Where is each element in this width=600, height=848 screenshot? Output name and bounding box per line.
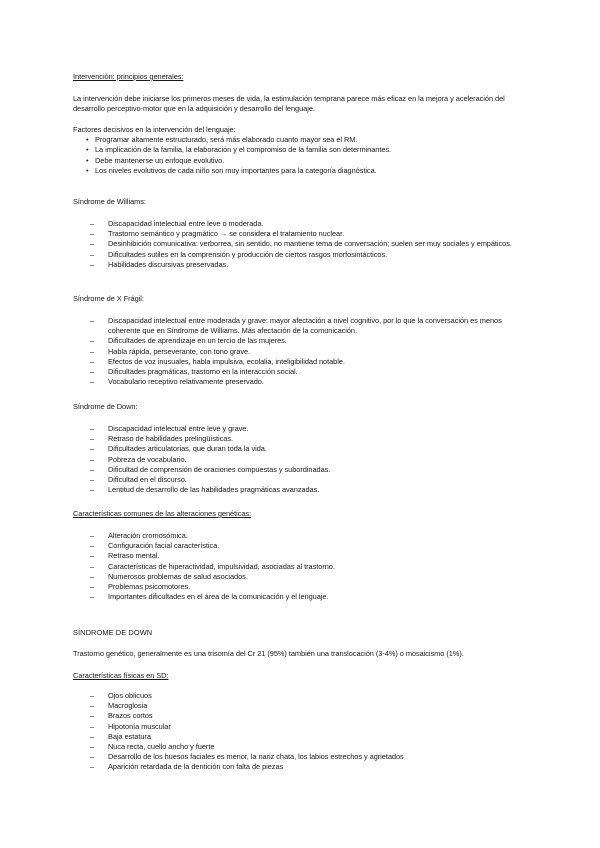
- list-item: • Debe mantenerse un enfoque evolutivo.: [73, 156, 523, 166]
- list-item: – Importantes dificultades en el área de la comunicación y el lenguaje.: [73, 592, 523, 602]
- xfragil-list-block: [73, 316, 523, 387]
- common-block: [73, 509, 523, 519]
- list-item: – Retraso mental.: [73, 551, 523, 561]
- list-item: – Brazos cortos: [73, 711, 523, 721]
- list-item: – Configuración facial característica.: [73, 541, 523, 551]
- common-list: [73, 531, 523, 602]
- list-item: – Habla rápida, perseverante, con tono grave.: [73, 347, 523, 357]
- down-block: [73, 402, 523, 412]
- common-list-block: [73, 531, 523, 602]
- intervention-title: Intervención: principios generales:: [73, 72, 184, 81]
- list-item: – Vocabulario receptivo relativamente preservado.: [73, 377, 523, 387]
- list-item: – Pobreza de vocabulario.: [73, 455, 523, 465]
- intervention-title-block: [73, 72, 523, 82]
- list-item: – Discapacidad intelectual entre leve o moderada.: [73, 219, 523, 229]
- williams-list: [73, 219, 523, 270]
- list-item: – Alteración cromosómica.: [73, 531, 523, 541]
- sd-features-title-block: [73, 671, 523, 681]
- list-item: – Retraso de habilidades prelingüísticas.: [73, 434, 523, 444]
- list-item: – Habilidades discursivas preservadas.: [73, 260, 523, 270]
- list-item: – Ojos oblicuos: [73, 691, 523, 701]
- sd-title: SÍNDROME DE DOWN: [73, 628, 153, 637]
- intervention-paragraph-block: [73, 94, 523, 114]
- down-list-block: [73, 424, 523, 495]
- list-item: – Hipotonía muscular: [73, 722, 523, 732]
- down-title: Síndrome de Down:: [73, 402, 138, 411]
- intervention-paragraph: La intervención debe iniciarse los primeros meses de vida, la estimulación temprana parece más eficaz en la mejora y aceleración del desarrollo perceptivo-motor que en la adquisición y desarrollo del lenguaje.: [73, 94, 505, 114]
- list-item: • Programar altamente estructurado, será más elaborado cuanto mayor sea el RM.: [73, 135, 523, 145]
- list-item: – Lentitud de desarrollo de las habilidades pragmáticas avanzadas.: [73, 485, 523, 495]
- common-title: Características comunes de las alteraciones genéticas:: [73, 509, 252, 518]
- list-item: – Problemas psicomotores.: [73, 582, 523, 592]
- down-list: [73, 424, 523, 495]
- list-item: • Los niveles evolutivos de cada niño son muy importantes para la categoría diagnóstica.: [73, 166, 523, 176]
- factors-title: Factores decisivos en la intervención del lenguaje:: [73, 125, 236, 134]
- sd-features-list-block: [73, 691, 523, 773]
- list-item: – Baja estatura: [73, 732, 523, 742]
- xfragil-title: Síndrome de X Frágil:: [73, 294, 144, 303]
- list-item: – Nuca recta, cuello ancho y fuerte: [73, 742, 523, 752]
- sd-features-title: Características físicas en SD:: [73, 671, 169, 680]
- factors-list: [73, 135, 523, 176]
- williams-list-block: [73, 219, 523, 270]
- list-item: – Macroglosia: [73, 701, 523, 711]
- list-item: – Dificultades sutiles en la comprensión y producción de ciertos rasgos morfosintácticos.: [73, 250, 523, 260]
- list-item: – Características de hiperactividad, impulsividad, asociadas al trastorno.: [73, 562, 523, 572]
- list-item: – Dificultades articulatorias, que duran toda la vida.: [73, 444, 523, 454]
- sd-paragraph: Trastorno genético, generalmente es una trisomía del Cr 21 (95%) también una translocación (3-4%) o mosaicismo (1%).: [73, 649, 464, 658]
- list-item: – Dificultades de aprendizaje en un tercio de las mujeres.: [73, 336, 523, 346]
- list-item: – Numerosos problemas de salud asociados.: [73, 572, 523, 582]
- list-item: – Desinhibición comunicativa: verborrea, sin sentido, no mantiene tema de conversación; suelen ser muy sociales y empáticos.: [73, 239, 523, 249]
- list-item: – Discapacidad intelectual entre moderada y grave: mayor afectación a nivel cognitivo, por lo que la conversación es menos coherente que en Síndrome de Williams. Más afectación de la comunicación.: [73, 316, 523, 336]
- list-item: – Efectos de voz inusuales, habla impulsiva, ecolalia, inteligibilidad notable.: [73, 357, 523, 367]
- list-item: – Discapacidad intelectual entre leve y grave.: [73, 424, 523, 434]
- list-item: – Dificultades pragmáticas, trastorno en la interacción social.: [73, 367, 523, 377]
- list-item: – Aparición retardada de la dentición con falta de piezas: [73, 762, 523, 772]
- list-item: – Dificultad de comprensión de oraciones compuestas y subordinadas.: [73, 465, 523, 475]
- list-item: – Desarrollo de los huesos faciales es menor, la nariz chata, los labios estrechos y agrietados: [73, 752, 523, 762]
- sd-paragraph-block: [73, 649, 523, 659]
- williams-block: [73, 197, 523, 207]
- list-item: – Dificultad en el discurso.: [73, 475, 523, 485]
- sd-features-list: [73, 691, 523, 773]
- list-item: • La implicación de la familia, la elaboración y el compromiso de la familia son determinantes.: [73, 145, 523, 155]
- williams-title: Síndrome de Williams:: [73, 197, 146, 206]
- factors-block: [73, 125, 523, 176]
- xfragil-block: [73, 294, 523, 304]
- list-item: – Trastorno semántico y pragmático → se considera el tratamiento nuclear.: [73, 229, 523, 239]
- xfragil-list: [73, 316, 523, 387]
- sd-title-block: [73, 628, 523, 638]
